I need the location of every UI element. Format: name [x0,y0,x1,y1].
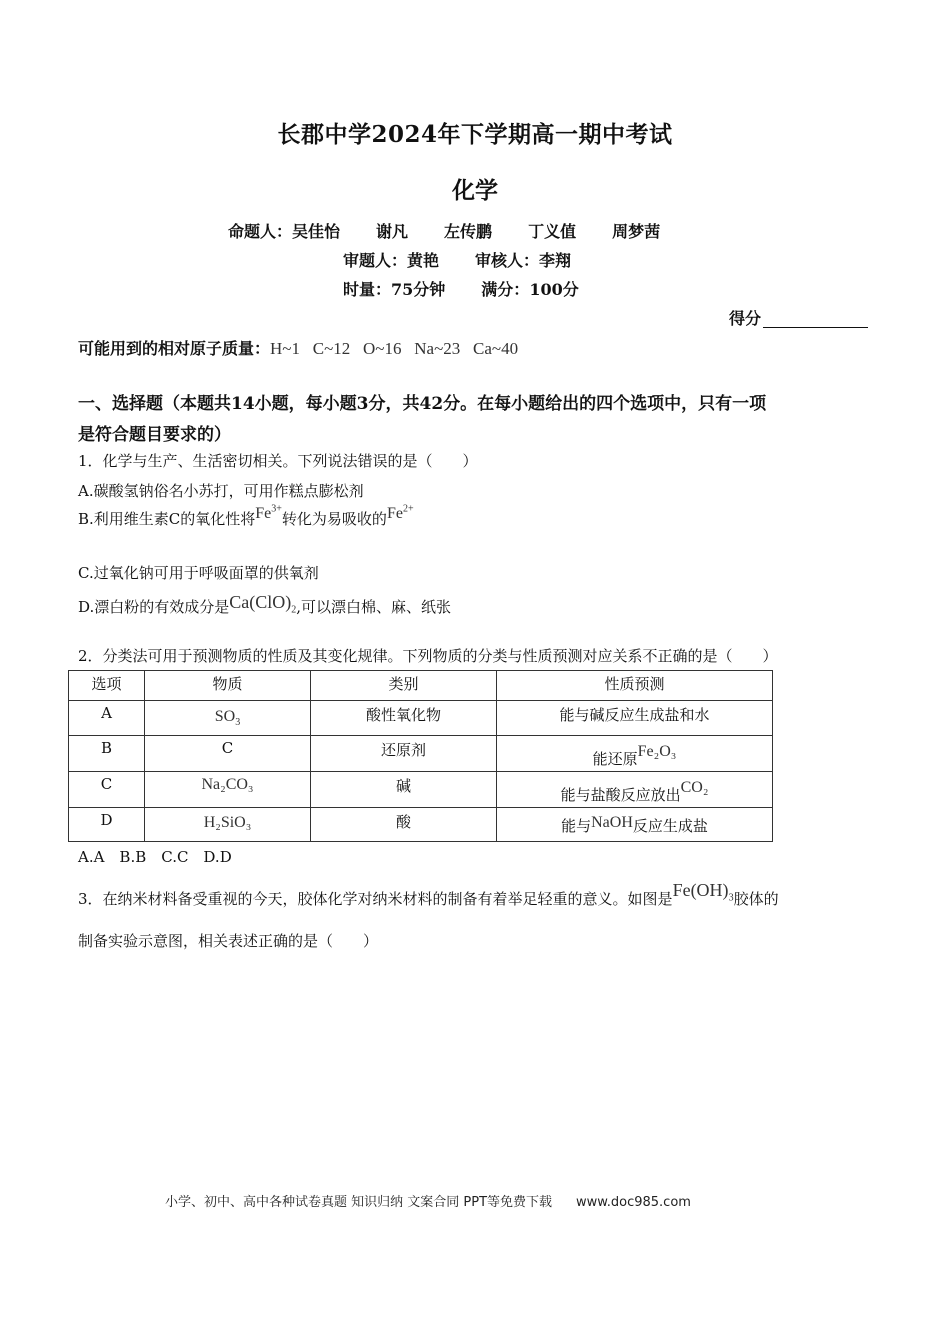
table-cell-prediction: 能与碱反应生成盐和水 [497,701,773,736]
author-name: 吴佳怡 [292,222,341,241]
so3-sub: 3 [235,717,241,729]
prediction-text: 能与盐酸反应放出 [560,786,681,804]
auditor-label: 审核人： [475,251,540,270]
calcium-hypochlorite-sub: 2 [291,604,297,616]
section-heading-line1: 一、选择题（本题共14小题，每小题3分，共42分。在每小题给出的四个选项中，只有一项 [78,394,767,414]
fe2-charge: 2+ [402,503,414,515]
q1-stem: 1．化学与生产、生活密切相关。下列说法错误的是（ ） [78,452,478,470]
q1-option-d-post: ,可以漂白棉、麻、纸张 [296,598,452,616]
table-row [69,736,773,772]
table-header-cell: 类别 [311,671,497,701]
table-cell-category: 酸 [311,808,497,842]
author-name: 丁义值 [528,222,577,241]
footer-text: 小学、初中、高中各种试卷真题 知识归纳 文案合同 PPT等免费下载 [165,1195,553,1210]
table-row [69,701,773,736]
time-value: 75分钟 [391,280,446,299]
score-field[interactable] [729,306,868,329]
calcium-hypochlorite-formula: Ca(ClO) [229,592,292,612]
table-cell-substance [145,701,311,736]
q1-option-d-text: D.漂白粉的有效成分是 [78,598,230,616]
author-name: 周梦茜 [612,222,661,241]
table-cell-substance: C [145,736,311,772]
time-label: 时量： [343,280,392,299]
q2-table [68,670,773,842]
table-cell-prediction [497,772,773,808]
q1-option-a: A.碳酸氢钠俗名小苏打，可用作糕点膨松剂 [78,482,364,500]
table-cell-prediction [497,808,773,842]
score-blank[interactable] [763,311,868,328]
auditor-name: 李翔 [539,251,572,270]
table-header-cell: 物质 [145,671,311,701]
reviewer-label: 审题人： [343,251,408,270]
sodium-carbonate-formula: Na₂CO₃ [201,776,254,793]
table-cell-substance [145,772,311,808]
atomic-masses-values: H~1 C~12 O~16 Na~23 Ca~40 [270,339,519,358]
time-score-line [343,277,579,300]
q1-option-c: C.过氧化钠可用于呼吸面罩的供氧剂 [78,564,319,582]
footer [165,1191,691,1210]
table-row [69,772,773,808]
prediction-text: 能与 [561,817,592,835]
table-header-cell: 性质预测 [497,671,773,701]
table-header-cell: 选项 [69,671,145,701]
table-cell-option: C [69,772,145,808]
q3-stem-line1 [78,880,779,908]
atomic-masses-label: 可能用到的相对原子质量： [78,339,271,358]
table-cell-option: A [69,701,145,736]
table-cell-option: B [69,736,145,772]
author-name: 谢凡 [376,222,409,241]
fe2-formula: Fe [386,505,403,522]
footer-link[interactable]: www.doc985.com [576,1195,691,1210]
table-cell-category: 酸性氧化物 [311,701,497,736]
iron-hydroxide-sub: 3 [728,892,734,904]
prediction-text: 能还原 [592,750,638,768]
q1-option-b [78,503,414,529]
table-cell-option: D [69,808,145,842]
table-cell-prediction [497,736,773,772]
atomic-masses [78,336,518,359]
q3-stem-line2: 制备实验示意图，相关表述正确的是（ ） [78,932,379,950]
q2-stem: 2．分类法可用于预测物质的性质及其变化规律。下列物质的分类与性质预测对应关系不正确的是（ ） [78,647,778,665]
score-field-label: 得分 [729,309,762,328]
score-label: 满分： [481,280,530,299]
table-row [69,808,773,842]
table-cell-substance [145,808,311,842]
author-name: 左传鹏 [444,222,493,241]
prediction-formula: CO₂ [680,779,709,796]
fe3-formula: Fe [255,505,272,522]
prediction-formula: Fe₂O₃ [637,743,677,760]
reviewer-name: 黄艳 [407,251,440,270]
q2-choices: A.A B.B C.C D.D [78,848,232,866]
q1-option-b-mid: 转化为易吸收的 [281,510,387,528]
silicic-acid-formula: H₂SiO₃ [203,814,252,831]
subject-title: 化学 [452,177,498,204]
review-line [343,248,571,271]
table-cell-category: 还原剂 [311,736,497,772]
section-heading-line2: 是符合题目要求的） [78,425,231,445]
prediction-formula: NaOH [591,814,633,831]
prediction-text-post: 反应生成盐 [632,817,708,835]
authors-line [228,219,660,242]
q3-stem-post: 胶体的 [733,890,779,908]
table-cell-category: 碱 [311,772,497,808]
q3-stem-text: 3．在纳米材料备受重视的今天，胶体化学对纳米材料的制备有着举足轻重的意义。如图是 [78,890,673,908]
table-header-row [69,671,773,701]
exam-title: 长郡中学2024年下学期高一期中考试 [277,121,673,148]
fe3-charge: 3+ [271,503,282,515]
so3-formula: SO [214,708,236,725]
authors-label: 命题人： [228,222,293,241]
score-value: 100分 [529,280,579,299]
iron-hydroxide-formula: Fe(OH) [672,880,729,900]
q1-option-d [78,592,452,620]
q1-option-b-text: B.利用维生素C的氧化性将 [78,510,256,528]
